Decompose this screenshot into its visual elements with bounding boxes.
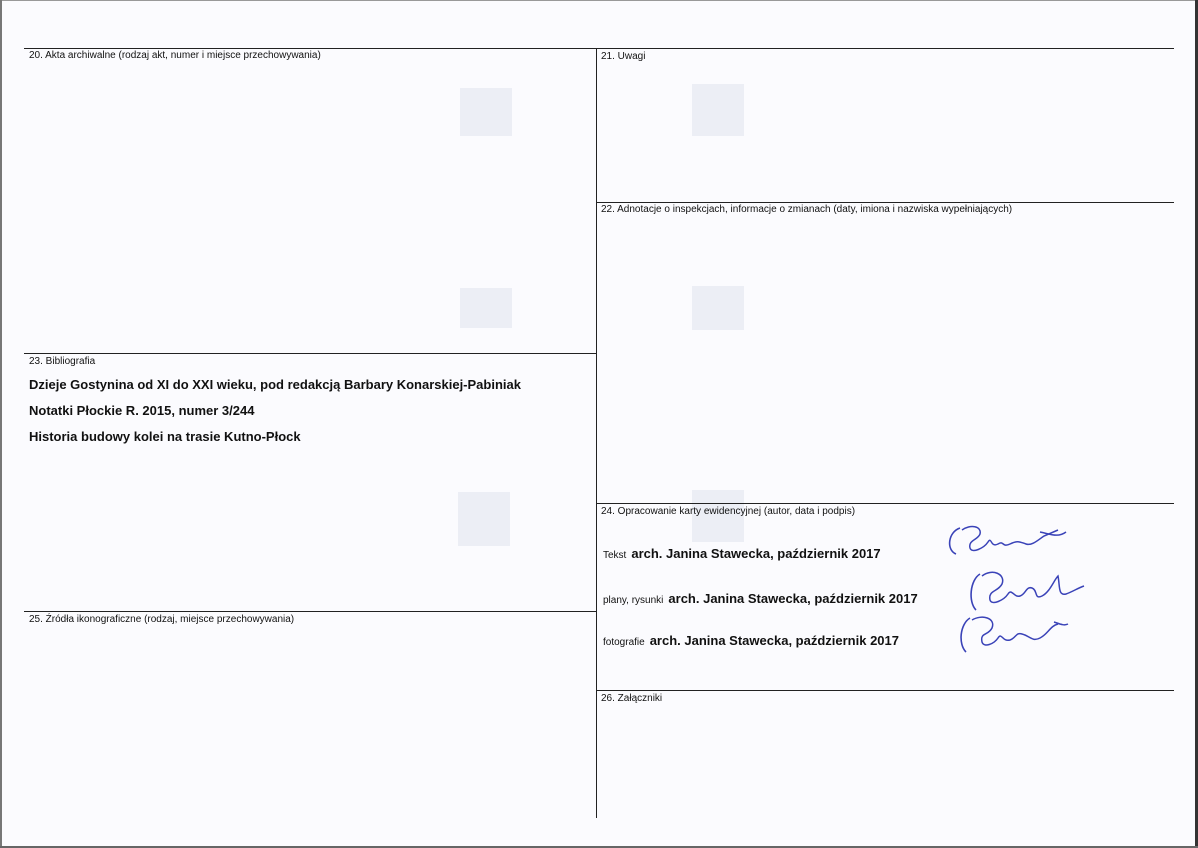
authorship-prefix: plany, rysunki: [603, 595, 664, 606]
signature-photos: [950, 610, 1080, 660]
field-22-label: 22. Adnotacje o inspekcjach, informacje o zmianach (daty, imiona i nazwiska wypełniających): [601, 204, 1013, 215]
rule-top-left: [24, 48, 596, 49]
authorship-value: arch. Janina Stawecka, październik 2017: [668, 591, 918, 606]
rule-25: [24, 611, 596, 612]
rule-center: [596, 48, 597, 818]
field-25-label: 25. Źródła ikonograficzne (rodzaj, miejsce przechowywania): [29, 614, 295, 625]
rule-26: [596, 690, 1174, 691]
authorship-prefix: fotografie: [603, 637, 645, 648]
authorship-prefix: Tekst: [603, 550, 627, 561]
rule-top-right: [596, 48, 1174, 49]
field-21-label: 21. Uwagi: [601, 51, 646, 62]
field-26-label: 26. Załączniki: [601, 693, 663, 704]
authorship-row-photos: [603, 632, 899, 650]
page-edge-left: [0, 0, 2, 848]
authorship-value: arch. Janina Stawecka, październik 2017: [631, 546, 881, 561]
field-23-label: 23. Bibliografia: [29, 356, 96, 367]
signature-text: [940, 518, 1080, 568]
bleed-through-mark: [460, 88, 512, 136]
rule-22: [596, 202, 1174, 203]
bleed-through-mark: [458, 492, 510, 546]
rule-24: [596, 503, 1174, 504]
page-edge-top: [0, 0, 1198, 1]
bleed-through-mark: [692, 286, 744, 330]
bleed-through-mark: [692, 84, 744, 136]
rule-23: [24, 353, 596, 354]
bibliography-entry: Notatki Płockie R. 2015, numer 3/244: [29, 403, 255, 418]
authorship-row-plans: [603, 590, 918, 608]
bibliography-entry: Dzieje Gostynina od XI do XXI wieku, pod redakcją Barbary Konarskiej-Pabiniak: [29, 377, 521, 392]
authorship-value: arch. Janina Stawecka, październik 2017: [649, 633, 899, 648]
authorship-row-text: [603, 545, 881, 563]
bleed-through-mark: [460, 288, 512, 328]
field-20-label: 20. Akta archiwalne (rodzaj akt, numer i miejsce przechowywania): [29, 50, 321, 61]
bibliography-entry: Historia budowy kolei na trasie Kutno-Płock: [29, 429, 301, 444]
field-24-label: 24. Opracowanie karty ewidencyjnej (autor, data i podpis): [601, 506, 856, 517]
